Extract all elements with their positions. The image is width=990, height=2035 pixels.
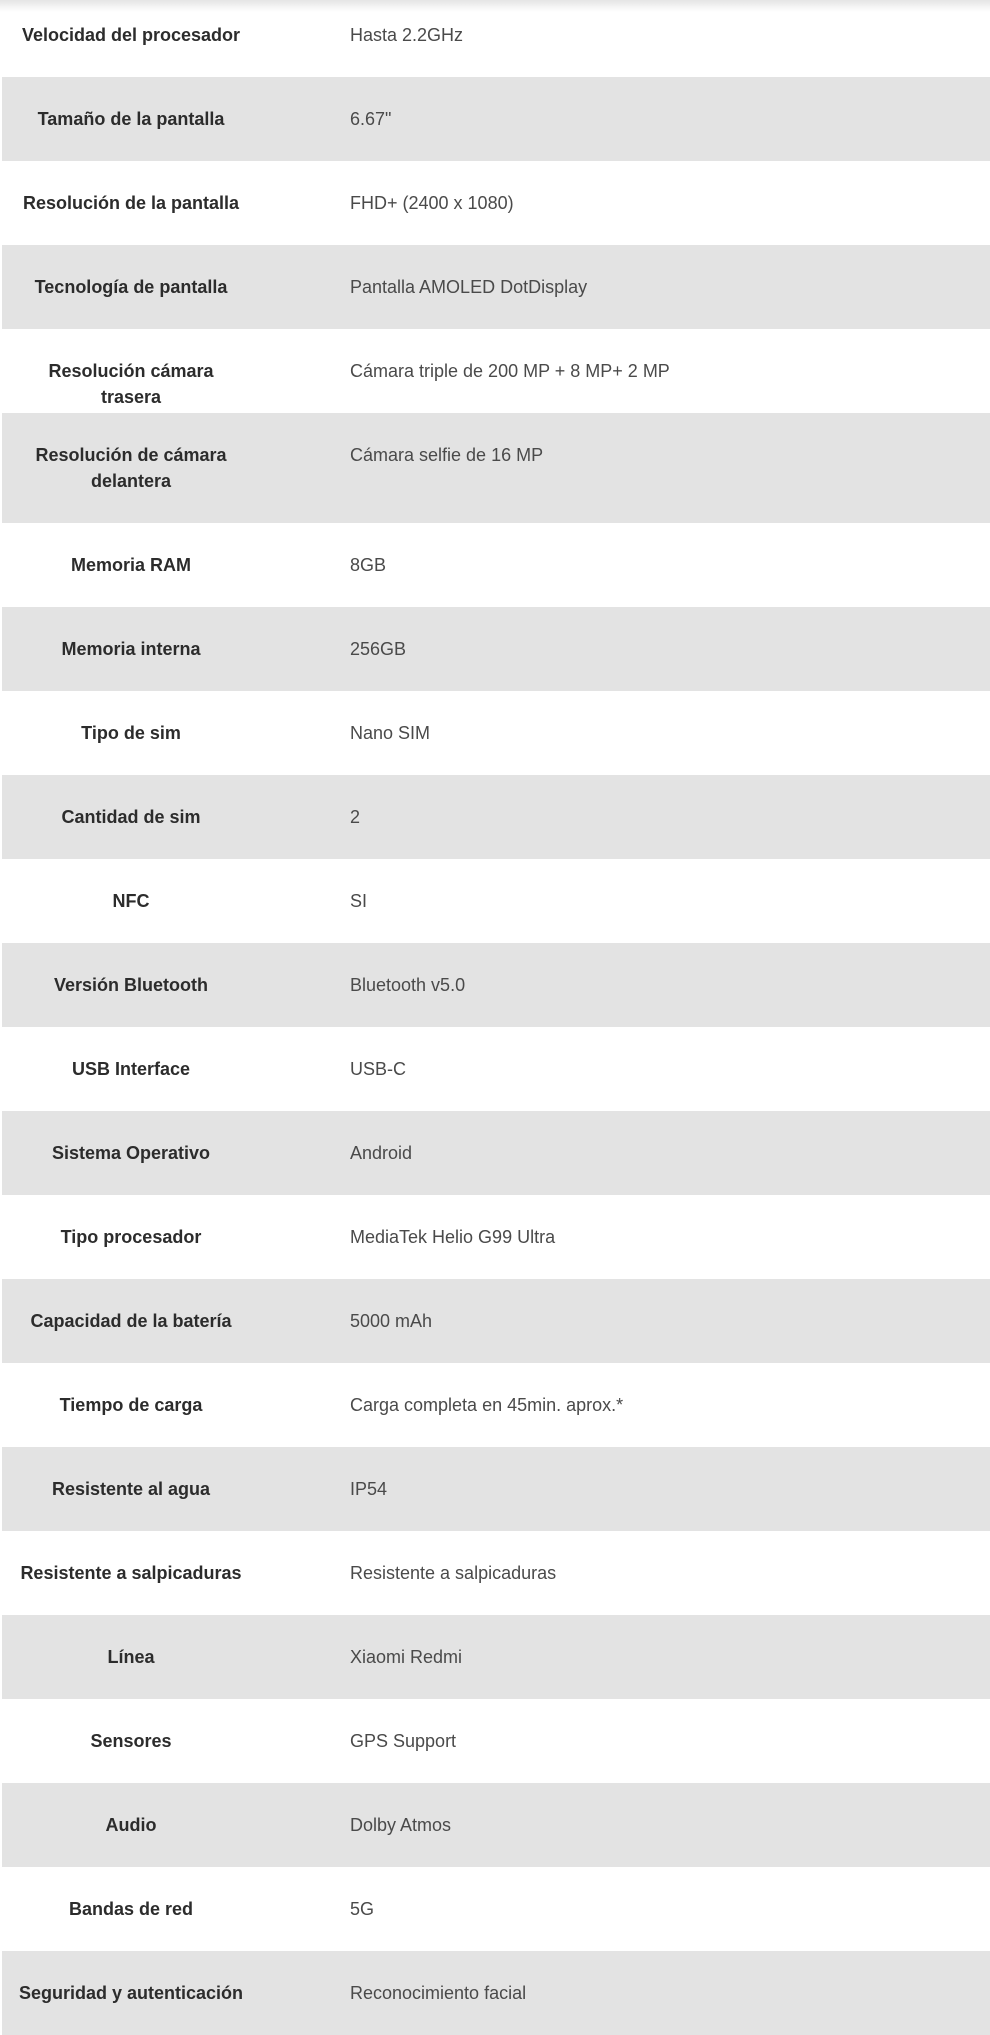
spec-row-audio: [2, 1783, 990, 1867]
spec-row-internal-memory: [2, 607, 990, 691]
spec-label: USB Interface: [71, 1059, 191, 1079]
spec-label: Tamaño de la pantalla: [37, 109, 225, 129]
spec-value: USB-C: [350, 1059, 407, 1079]
spec-value: Hasta 2.2GHz: [350, 25, 464, 45]
spec-value: 8GB: [350, 555, 387, 575]
spec-value: 2: [350, 807, 361, 827]
spec-row-security: [2, 1951, 990, 2035]
spec-value: Resistente a salpicaduras: [350, 1563, 557, 1583]
spec-value: Reconocimiento facial: [350, 1983, 527, 2003]
spec-row-charge-time: [2, 1363, 990, 1447]
specs-table: [2, 0, 990, 2035]
spec-value: Pantalla AMOLED DotDisplay: [350, 277, 588, 297]
spec-label: Resolución cámara trasera: [48, 361, 214, 407]
spec-value: Carga completa en 45min. aprox.*: [350, 1395, 624, 1415]
spec-row-sim-type: [2, 691, 990, 775]
spec-value: 5G: [350, 1899, 375, 1919]
spec-label: NFC: [112, 891, 150, 911]
spec-row-front-camera: [2, 413, 990, 523]
spec-label: Resolución de la pantalla: [22, 193, 240, 213]
spec-label: Cantidad de sim: [61, 807, 201, 827]
spec-label: Versión Bluetooth: [53, 975, 208, 995]
spec-row-screen-size: [2, 77, 990, 161]
spec-label: Audio: [105, 1815, 157, 1835]
spec-value: 5000 mAh: [350, 1311, 433, 1331]
spec-value: 6.67": [350, 109, 392, 129]
spec-row-os: [2, 1111, 990, 1195]
spec-label: Tiempo de carga: [59, 1395, 203, 1415]
spec-label: Seguridad y autenticación: [18, 1983, 244, 2003]
spec-label: Bandas de red: [68, 1899, 194, 1919]
spec-row-sim-count: [2, 775, 990, 859]
spec-row-splash-resistant: [2, 1531, 990, 1615]
spec-value: FHD+ (2400 x 1080): [350, 193, 514, 213]
spec-value: SI: [350, 891, 368, 911]
spec-row-ram: [2, 523, 990, 607]
spec-value: Xiaomi Redmi: [350, 1647, 463, 1667]
spec-label: Memoria RAM: [70, 555, 191, 575]
spec-row-usb: [2, 1027, 990, 1111]
spec-label: Sistema Operativo: [51, 1143, 211, 1163]
spec-value: 256GB: [350, 639, 407, 659]
spec-value: IP54: [350, 1479, 388, 1499]
spec-label: Resistente al agua: [51, 1479, 211, 1499]
spec-row-bluetooth: [2, 943, 990, 1027]
spec-label: Tipo procesador: [60, 1227, 202, 1247]
spec-label: Tipo de sim: [81, 723, 181, 743]
spec-label: Capacidad de la batería: [30, 1311, 232, 1331]
spec-value: Bluetooth v5.0: [350, 975, 466, 995]
spec-label: Sensores: [90, 1731, 172, 1751]
spec-label: Tecnología de pantalla: [34, 277, 228, 297]
spec-value: MediaTek Helio G99 Ultra: [350, 1227, 556, 1247]
spec-label: Resolución de cámara delantera: [35, 445, 227, 491]
spec-value: GPS Support: [350, 1731, 457, 1751]
spec-label: Línea: [107, 1647, 155, 1667]
spec-label: Memoria interna: [61, 639, 201, 659]
spec-value: Cámara triple de 200 MP + 8 MP+ 2 MP: [350, 361, 670, 381]
spec-row-processor-type: [2, 1195, 990, 1279]
spec-row-water-resistant: [2, 1447, 990, 1531]
scroll-shadow: [0, 0, 990, 12]
spec-value: Cámara selfie de 16 MP: [350, 445, 544, 465]
spec-value: Android: [350, 1143, 413, 1163]
spec-row-sensors: [2, 1699, 990, 1783]
spec-label: Resistente a salpicaduras: [20, 1563, 242, 1583]
spec-label: Velocidad del procesador: [21, 25, 241, 45]
spec-value: Nano SIM: [350, 723, 431, 743]
spec-row-nfc: [2, 859, 990, 943]
spec-row-screen-technology: [2, 245, 990, 329]
spec-row-network-bands: [2, 1867, 990, 1951]
spec-row-screen-resolution: [2, 161, 990, 245]
spec-value: Dolby Atmos: [350, 1815, 452, 1835]
spec-row-battery: [2, 1279, 990, 1363]
spec-row-line: [2, 1615, 990, 1699]
spec-row-rear-camera: [2, 329, 990, 413]
